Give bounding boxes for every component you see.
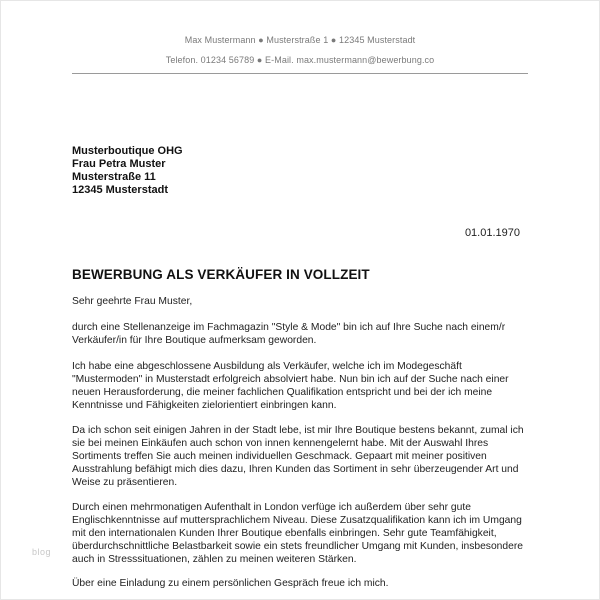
letter-subject: BEWERBUNG ALS VERKÄUFER IN VOLLZEIT	[72, 267, 370, 282]
sender-contact-line: Telefon. 01234 56789 ● E-Mail. max.mustermann@bewerbung.co	[165, 55, 435, 65]
paragraph	[72, 502, 532, 567]
salutation	[72, 296, 532, 309]
paragraph-text: Ich habe eine abgeschlossene Ausbildung als Verkäufer, welche ich im Modegeschäft "Mustermoden" in Musterstadt erfolgreich absolviert habe. Nun bin ich auf der Suche nach einer neuen Herausforderung, die meiner fachlichen Qualifikation entspricht und bei der ich meine Kenntnisse und Fähigkeiten zielorientiert einbringen kann.	[72, 361, 509, 411]
paragraph	[72, 322, 532, 348]
letter-date: 01.01.1970	[464, 227, 520, 239]
recipient-street: Musterstraße 11	[72, 171, 156, 183]
recipient-address	[72, 145, 183, 197]
paragraph-text: Durch einen mehrmonatigen Aufenthalt in London verfüge ich außerdem über sehr gute Englischkenntnisse auf muttersprachlichem Niveau. Diese Zusatzqualifikation kann ich im Umgang mit den internationalen Kunden Ihrer Boutique ebenfalls einbringen. Sehr gute Teamfähigkeit, überdurchschnittliche Belastbarkeit sowie ein stets freundlicher Umgang mit Kunden, insbesondere auch in Stresssituationen, zählen zu meinen weiteren Stärken.	[72, 502, 524, 565]
closing-text: Über eine Einladung zu einem persönlichen Gespräch freue ich mich.	[72, 578, 389, 589]
recipient-company: Musterboutique OHG	[72, 145, 183, 157]
paragraph	[72, 361, 532, 413]
sender-address-line: Max Mustermann ● Musterstraße 1 ● 12345 Musterstadt	[184, 35, 416, 45]
paragraph	[72, 425, 532, 490]
recipient-city: 12345 Musterstadt	[72, 184, 168, 196]
closing	[72, 578, 532, 591]
recipient-contact: Frau Petra Muster	[72, 158, 166, 170]
header-divider	[72, 73, 528, 74]
paragraph-text: Da ich schon seit einigen Jahren in der Stadt lebe, ist mir Ihre Boutique bestens bekannt, zumal ich sie bei meinen Einkäufen auch schon von innen kennengelernt habe. Mit der Auswahl Ihres Sortiments treffen Sie auch meinen individuellen Geschmack. Gepaart mit meiner positiven Ausstrahlung befähigt mich dies dazu, Ihren Kunden das Sortiment in sehr überzeugender Art und Weise zu präsentieren.	[72, 425, 524, 488]
paragraph-text: durch eine Stellenanzeige im Fachmagazin "Style & Mode" bin ich auf Ihre Suche nach einem/r Verkäufer/in für Ihre Boutique aufmerksam geworden.	[72, 322, 506, 346]
watermark-text: blog	[32, 547, 52, 557]
salutation-text: Sehr geehrte Frau Muster,	[72, 296, 193, 307]
